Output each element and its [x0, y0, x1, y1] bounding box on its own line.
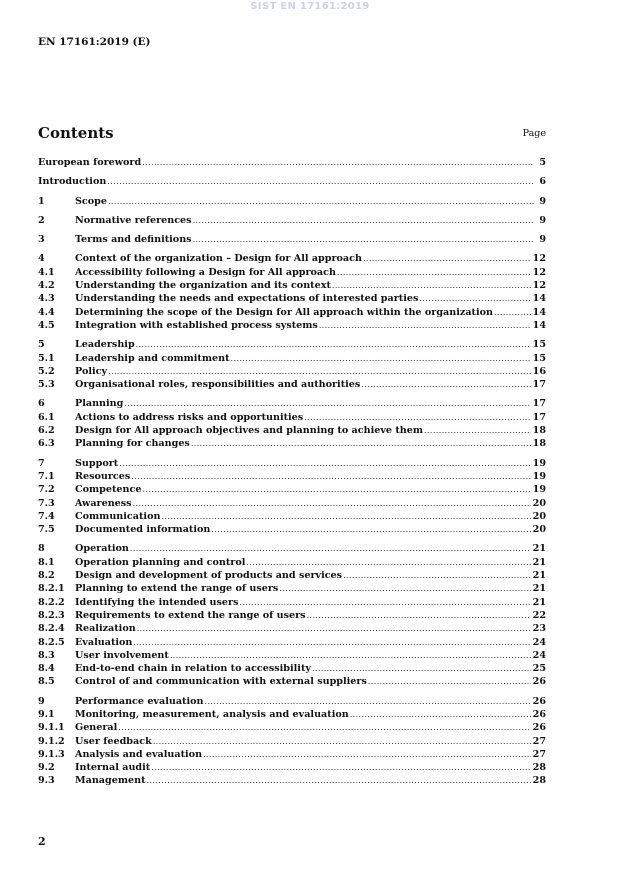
toc-section — [38, 252, 546, 332]
toc-entry[interactable] — [38, 523, 546, 536]
toc-entry-title: Understanding the needs and expectations of interested parties — [75, 293, 419, 305]
toc-entry-title: Design for All approach objectives and planning to achieve them — [75, 425, 424, 437]
dot-leader — [240, 596, 531, 609]
toc-entry-number: 8.2.1 — [38, 583, 65, 595]
dot-leader — [319, 319, 531, 332]
toc-entry[interactable] — [38, 483, 546, 496]
toc-entry[interactable] — [38, 338, 546, 351]
toc-entry-number: 8.2.3 — [38, 609, 65, 621]
toc-entry-page: 21 — [532, 583, 546, 595]
toc-entry-title: Documented information — [75, 524, 211, 536]
toc-entry-title: Communication — [75, 510, 161, 522]
toc-entry-page: 25 — [532, 663, 546, 675]
dot-leader — [368, 675, 531, 688]
toc-entry-page: 6 — [539, 176, 546, 188]
dot-leader — [108, 365, 531, 378]
toc-entry-number: 8.4 — [38, 663, 55, 675]
toc-entry-number: 6 — [38, 398, 45, 410]
toc-entry-title: User feedback — [75, 735, 152, 747]
toc-entry-number: 7.3 — [38, 497, 55, 509]
toc-entry-page: 27 — [532, 748, 546, 760]
toc-entry-number: 9.3 — [38, 775, 55, 787]
toc-entry-title: Planning to extend the range of users — [75, 583, 279, 595]
toc-section — [38, 338, 546, 391]
toc-entry-title: Realization — [75, 623, 136, 635]
toc-entry-page: 12 — [532, 280, 546, 292]
dot-leader — [151, 761, 530, 774]
toc-entry-title: Monitoring, measurement, analysis and evaluation — [75, 708, 349, 720]
contents-heading: Contents — [38, 124, 114, 142]
toc-entry-page: 18 — [532, 425, 546, 437]
dot-leader — [211, 523, 530, 536]
toc-entry-number: 5.2 — [38, 365, 55, 377]
dot-leader — [304, 411, 530, 424]
toc-entry-page: 19 — [532, 470, 546, 482]
toc-entry-page: 28 — [532, 775, 546, 787]
toc-section — [38, 175, 546, 188]
toc-entry-title: Understanding the organization and its context — [75, 280, 331, 292]
dot-leader — [130, 542, 531, 555]
toc-entry-page: 20 — [532, 510, 546, 522]
dot-leader — [361, 378, 530, 391]
toc-entry-page: 9 — [539, 214, 546, 226]
toc-entry[interactable] — [38, 582, 546, 595]
toc-entry-number: 9.1.3 — [38, 748, 65, 760]
toc-entry-title: Planning for changes — [75, 438, 190, 450]
toc-entry[interactable] — [38, 675, 546, 688]
toc-entry-page: 24 — [532, 636, 546, 648]
toc-entry-title: Design and development of products and services — [75, 570, 343, 582]
toc-entry-number: 8.2.2 — [38, 596, 65, 608]
dot-leader — [108, 195, 534, 208]
toc-entry-title: Analysis and evaluation — [75, 748, 203, 760]
toc-entry-number: 9.2 — [38, 762, 55, 774]
toc-entry[interactable] — [38, 569, 546, 582]
page-number: 2 — [38, 835, 46, 848]
toc-entry-number: 2 — [38, 214, 45, 226]
toc-entry[interactable] — [38, 457, 546, 470]
toc-entry[interactable] — [38, 266, 546, 279]
dot-leader — [131, 470, 530, 483]
toc-section — [38, 695, 546, 788]
toc-entry-title: Introduction — [38, 176, 107, 188]
toc-entry-page: 14 — [532, 293, 546, 305]
dot-leader — [119, 457, 530, 470]
toc-entry-number: 7 — [38, 457, 45, 469]
toc-entry[interactable] — [38, 195, 546, 208]
toc-entry[interactable] — [38, 622, 546, 635]
toc-entry-page: 17 — [532, 398, 546, 410]
dot-leader — [153, 735, 531, 748]
toc-entry-title: Operation — [75, 543, 129, 555]
toc-entry[interactable] — [38, 609, 546, 622]
toc-entry-number: 4.4 — [38, 306, 55, 318]
toc-entry[interactable] — [38, 424, 546, 437]
toc-entry-title: User involvement — [75, 649, 169, 661]
toc-entry-page: 20 — [532, 524, 546, 536]
toc-entry[interactable] — [38, 708, 546, 721]
toc-entry[interactable] — [38, 542, 546, 555]
toc-entry-page: 9 — [539, 195, 546, 207]
toc-entry-page: 26 — [532, 708, 546, 720]
toc-entry[interactable] — [38, 279, 546, 292]
toc-entry-page: 26 — [532, 676, 546, 688]
toc-entry-page: 17 — [532, 379, 546, 391]
dot-leader — [133, 636, 530, 649]
dot-leader — [494, 306, 531, 319]
toc-entry-title: Determining the scope of the Design for All approach within the organization — [75, 306, 493, 318]
toc-entry-title: Terms and definitions — [75, 234, 192, 246]
toc-entry[interactable] — [38, 175, 546, 188]
toc-entry-page: 14 — [532, 306, 546, 318]
dot-leader — [205, 695, 531, 708]
toc-entry[interactable] — [38, 156, 546, 169]
toc-entry-number: 6.3 — [38, 438, 55, 450]
toc-entry-page: 21 — [532, 556, 546, 568]
toc-entry-title: Resources — [75, 470, 131, 482]
toc-entry[interactable] — [38, 411, 546, 424]
toc-section — [38, 542, 546, 688]
toc-entry[interactable] — [38, 470, 546, 483]
toc-entry-number: 9.1.1 — [38, 722, 65, 734]
toc-entry-number: 8.2.4 — [38, 623, 65, 635]
toc-entry-page: 12 — [532, 266, 546, 278]
toc-entry-title: Awareness — [75, 497, 132, 509]
toc-entry-page: 15 — [532, 352, 546, 364]
toc-entry-title: Management — [75, 775, 146, 787]
toc-entry-page: 17 — [532, 411, 546, 423]
toc-entry-title: European foreword — [38, 157, 142, 168]
toc-entry-title: Organisational roles, responsibilities and authorities — [75, 379, 361, 391]
toc-entry[interactable] — [38, 397, 546, 410]
dot-leader — [279, 582, 530, 595]
toc-entry-number: 4.5 — [38, 319, 55, 331]
dot-leader — [142, 483, 530, 496]
toc-entry-number: 8 — [38, 543, 45, 555]
dot-leader — [332, 279, 531, 292]
watermark: SIST EN 17161:2019 — [250, 1, 370, 12]
toc-entry-title: Actions to address risks and opportunities — [75, 411, 304, 423]
toc-entry[interactable] — [38, 306, 546, 319]
dot-leader — [118, 721, 530, 734]
toc-entry-number: 8.1 — [38, 556, 55, 568]
toc-entry[interactable] — [38, 233, 546, 246]
toc-entry-title: Identifying the intended users — [75, 596, 239, 608]
dot-leader — [124, 397, 530, 410]
toc-entry-title: Requirements to extend the range of users — [75, 609, 306, 621]
dot-leader — [246, 556, 530, 569]
toc-entry-number: 4.3 — [38, 293, 55, 305]
toc-section — [38, 457, 546, 537]
toc-entry-number: 4 — [38, 253, 45, 265]
toc-entry[interactable] — [38, 214, 546, 227]
toc-entry[interactable] — [38, 556, 546, 569]
toc-entry[interactable] — [38, 252, 546, 265]
toc-entry-title: Internal audit — [75, 762, 151, 774]
toc-entry-title: Operation planning and control — [75, 556, 246, 568]
toc-section — [38, 156, 546, 169]
toc-entry-number: 9.1 — [38, 708, 55, 720]
toc-entry-title: Integration with established process systems — [75, 319, 318, 331]
dot-leader — [142, 156, 534, 169]
toc-entry[interactable] — [38, 437, 546, 450]
document-id: EN 17161:2019 (E) — [38, 36, 151, 48]
toc-entry-title: Accessibility following a Design for All approach — [75, 266, 336, 278]
toc-entry[interactable] — [38, 735, 546, 748]
toc-entry-page: 15 — [532, 339, 546, 351]
toc-entry-number: 8.2.5 — [38, 636, 65, 648]
toc-entry-title: Leadership — [75, 339, 135, 351]
dot-leader — [137, 622, 531, 635]
dot-leader — [337, 266, 531, 279]
toc-entry-page: 21 — [532, 596, 546, 608]
dot-leader — [419, 292, 530, 305]
toc-entry-title: Policy — [75, 365, 108, 377]
dot-leader — [203, 748, 531, 761]
dot-leader — [307, 609, 531, 622]
toc-entry-title: Evaluation — [75, 636, 133, 648]
toc-entry[interactable] — [38, 649, 546, 662]
toc-entry[interactable] — [38, 695, 546, 708]
dot-leader — [350, 708, 531, 721]
toc-entry-page: 18 — [532, 438, 546, 450]
toc-entry-page: 23 — [532, 623, 546, 635]
toc-entry-page: 19 — [532, 457, 546, 469]
dot-leader — [147, 774, 531, 787]
toc-entry-number: 8.2 — [38, 570, 55, 582]
toc-entry[interactable] — [38, 761, 546, 774]
toc-entry-page: 26 — [532, 722, 546, 734]
toc-entry-number: 7.1 — [38, 470, 55, 482]
toc-entry[interactable] — [38, 774, 546, 787]
table-of-contents — [38, 156, 546, 794]
toc-entry[interactable] — [38, 378, 546, 391]
toc-entry-page: 21 — [532, 543, 546, 555]
toc-entry[interactable] — [38, 510, 546, 523]
toc-entry-title: End-to-end chain in relation to accessibility — [75, 663, 311, 675]
toc-entry-page: 19 — [532, 484, 546, 496]
toc-entry-title: Performance evaluation — [75, 695, 204, 707]
toc-entry-page: 9 — [539, 234, 546, 246]
dot-leader — [343, 569, 531, 582]
dot-leader — [107, 175, 534, 188]
toc-entry-page: 12 — [532, 253, 546, 265]
toc-entry-number: 7.5 — [38, 524, 55, 536]
dot-leader — [133, 497, 531, 510]
dot-leader — [231, 352, 531, 365]
toc-entry-title: General — [75, 722, 118, 734]
toc-entry-number: 5.1 — [38, 352, 55, 364]
toc-entry[interactable] — [38, 352, 546, 365]
toc-entry-title: Context of the organization – Design for All approach — [75, 253, 362, 265]
toc-entry-page: 16 — [532, 365, 546, 377]
dot-leader — [191, 437, 531, 450]
toc-entry[interactable] — [38, 365, 546, 378]
toc-entry-title: Scope — [75, 195, 107, 207]
toc-entry-page: 28 — [532, 762, 546, 774]
toc-entry-title: Support — [75, 457, 119, 469]
toc-entry-page: 24 — [532, 649, 546, 661]
toc-entry-number: 9.1.2 — [38, 735, 65, 747]
toc-entry-title: Competence — [75, 484, 142, 496]
toc-entry[interactable] — [38, 497, 546, 510]
toc-entry-number: 7.4 — [38, 510, 55, 522]
toc-section — [38, 214, 546, 227]
toc-entry[interactable] — [38, 292, 546, 305]
toc-entry[interactable] — [38, 748, 546, 761]
toc-entry-number: 6.2 — [38, 425, 55, 437]
toc-entry-page: 5 — [539, 157, 546, 168]
toc-entry[interactable] — [38, 662, 546, 675]
toc-entry-page: 21 — [532, 570, 546, 582]
toc-entry-title: Planning — [75, 398, 124, 410]
toc-entry-number: 6.1 — [38, 411, 55, 423]
toc-entry-number: 9 — [38, 695, 45, 707]
toc-entry-number: 4.2 — [38, 280, 55, 292]
dot-leader — [136, 338, 531, 351]
toc-entry-number: 8.5 — [38, 676, 55, 688]
dot-leader — [193, 233, 534, 246]
toc-section — [38, 195, 546, 208]
toc-entry-page: 26 — [532, 695, 546, 707]
toc-entry-page: 20 — [532, 497, 546, 509]
toc-entry-title: Control of and communication with external suppliers — [75, 676, 367, 688]
dot-leader — [193, 214, 534, 227]
toc-entry[interactable] — [38, 721, 546, 734]
page-column-label: Page — [522, 128, 546, 139]
toc-entry-title: Leadership and commitment — [75, 352, 230, 364]
dot-leader — [170, 649, 531, 662]
dot-leader — [363, 252, 531, 265]
toc-entry-page: 22 — [532, 609, 546, 621]
toc-entry[interactable] — [38, 596, 546, 609]
toc-entry-number: 5.3 — [38, 379, 55, 391]
toc-section — [38, 233, 546, 246]
toc-entry-number: 7.2 — [38, 484, 55, 496]
toc-entry-number: 3 — [38, 234, 45, 246]
toc-entry-page: 14 — [532, 319, 546, 331]
toc-entry-number: 8.3 — [38, 649, 55, 661]
toc-entry-number: 1 — [38, 195, 45, 207]
toc-entry[interactable] — [38, 319, 546, 332]
toc-section — [38, 397, 546, 450]
toc-entry-number: 5 — [38, 339, 45, 351]
dot-leader — [312, 662, 531, 675]
toc-entry-title: Normative references — [75, 214, 192, 226]
toc-entry-number: 4.1 — [38, 266, 55, 278]
toc-entry[interactable] — [38, 636, 546, 649]
toc-entry-page: 27 — [532, 735, 546, 747]
dot-leader — [424, 424, 531, 437]
dot-leader — [161, 510, 530, 523]
